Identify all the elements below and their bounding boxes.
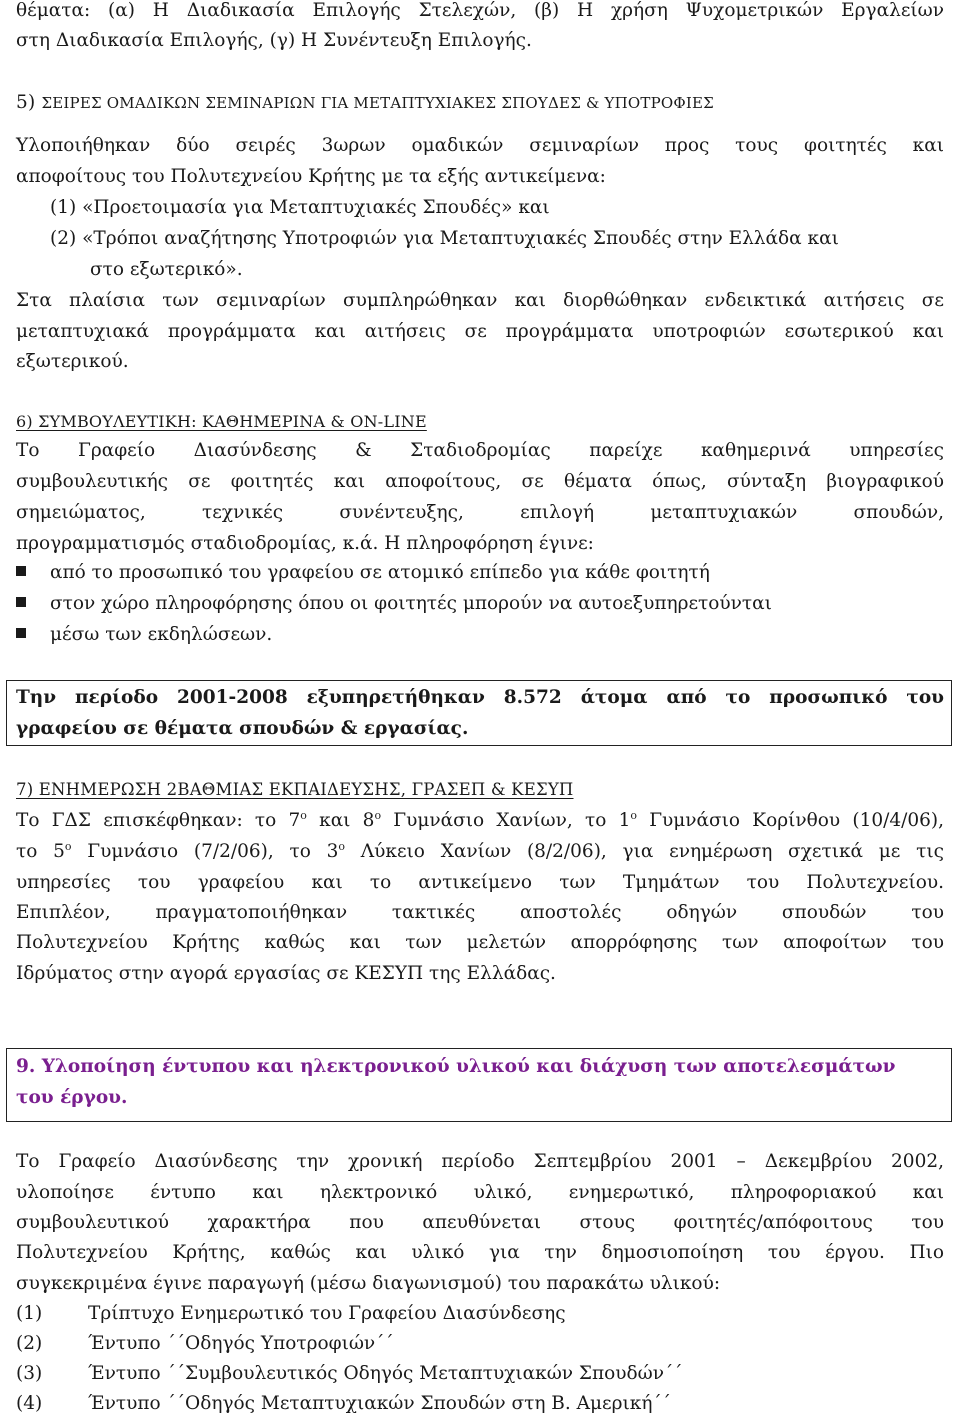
section-7-line-4: Επιπλέον, πραγματοποιήθηκαν τακτικές αποστολές οδηγών σπουδών του <box>16 902 944 923</box>
section-5-paragraph-1-line-2: αποφοίτους του Πολυτεχνείου Κρήτης με τα εξής αντικείμενα: <box>16 166 606 187</box>
s7-text: το 5 <box>16 841 65 862</box>
square-bullet-icon <box>16 628 26 638</box>
section-6-line-4: προγραμματισμός σταδιοδρομίας, κ.ά. Η πληροφόρηση έγινε: <box>16 533 594 554</box>
section-6-bullet-1: από το προσωπικό του γραφείου σε ατομικό επίπεδο για κάθε φοιτητή <box>50 562 710 583</box>
stats-box-line-2: γραφείου σε θέματα σπουδών & εργασίας. <box>16 718 469 739</box>
section-7-line-1 <box>16 806 944 836</box>
s7-text: Λύκειο Χανίων (8/2/06), για ενημέρωση σχετικά με τις <box>345 841 944 862</box>
section-9-line-3: συμβουλευτικού χαρακτήρα που απευθύνεται στους φοιτητές/απόφοιτους του <box>16 1212 944 1233</box>
superscript: ο <box>374 808 382 822</box>
section-9-heading-line-1: 9. Υλοποίηση έντυπου και ηλεκτρονικού υλικού και διάχυση των αποτελεσμάτων <box>16 1056 896 1077</box>
list-number: (1) <box>16 1303 43 1324</box>
section-9-line-2: υλοποίησε έντυπο και ηλεκτρονικό υλικό, ενημερωτικό, πληροφοριακού και <box>16 1182 944 1203</box>
square-bullet-icon <box>16 566 26 576</box>
section-6-line-1: Το Γραφείο Διασύνδεσης & Σταδιοδρομίας παρείχε καθημερινά υπηρεσίες <box>16 440 944 461</box>
section-7-heading: 7) ΕΝΗΜΕΡΩΣΗ 2ΒΑΘΜΙΑΣ ΕΚΠΑΙΔΕΥΣΗΣ, ΓΡΑΣΕΠ & ΚΕΣΥΠ <box>16 780 574 799</box>
section-5-heading-text: ΣΕΙΡΕΣ ΟΜΑΔΙΚΩΝ ΣΕΜΙΝΑΡΙΩΝ ΓΙΑ ΜΕΤΑΠΤΥΧΙΑΚΕΣ ΣΠΟΥΔΕΣ & ΥΠΟΤΡΟΦΙΕΣ <box>41 94 714 112</box>
section-7-line-2 <box>16 837 944 867</box>
superscript: ο <box>630 808 637 822</box>
section-5-paragraph-2-line-1: Στα πλαίσια των σεμιναρίων συμπληρώθηκαν και διορθώθηκαν ενδεικτικά αιτήσεις σε <box>16 290 944 311</box>
superscript: ο <box>300 808 307 822</box>
s7-text: Το ΓΔΣ επισκέφθηκαν: το 7 <box>16 810 301 831</box>
section-5-paragraph-2-line-3: εξωτερικού. <box>16 351 129 372</box>
square-bullet-icon <box>16 597 26 607</box>
section-5-paragraph-2-line-2: μεταπτυχιακά προγράμματα και αιτήσεις σε προγράμματα υποτροφιών εσωτερικού και <box>16 321 944 342</box>
section-9-list-item <box>16 1359 683 1389</box>
section-5-heading-prefix: 5) <box>16 92 42 113</box>
section-7-line-5: Πολυτεχνείου Κρήτης καθώς και των μελετών απορρόφησης των αποφοίτων του <box>16 932 944 953</box>
superscript: ο <box>64 839 72 853</box>
s7-text: Γυμνάσιο (7/2/06), το 3 <box>71 841 339 862</box>
superscript: ο <box>338 839 346 853</box>
section-6-heading: 6) ΣΥΜΒΟΥΛΕΥΤΙΚΗ: ΚΑΘΗΜΕΡΙΝΑ & ON-LINE <box>16 412 427 431</box>
section-7-line-3: υπηρεσίες του γραφείου και το αντικείμενο των Τμημάτων του Πολυτεχνείου. <box>16 872 944 893</box>
list-item-text: Τρίπτυχο Ενημερωτικό του Γραφείου Διασύνδεσης <box>88 1303 566 1324</box>
list-number: (3) <box>16 1363 43 1384</box>
section-9-line-4: Πολυτεχνείου Κρήτης, καθώς και υλικό για την δημοσιοποίηση του έργου. Πιο <box>16 1242 944 1263</box>
intro-line-2: στη Διαδικασία Επιλογής, (γ) Η Συνέντευξη Επιλογής. <box>16 30 532 51</box>
section-5-paragraph-1-line-1: Υλοποιήθηκαν δύο σειρές 3ωρων ομαδικών σεμιναρίων προς τους φοιτητές και <box>16 135 944 156</box>
list-item-text: Έντυπο ΄΄Συμβουλευτικός Οδηγός Μεταπτυχιακών Σπουδών΄΄ <box>88 1363 683 1384</box>
section-5-item-1: (1) «Προετοιμασία για Μεταπτυχιακές Σπουδές» και <box>50 197 550 218</box>
section-9-line-1: Το Γραφείο Διασύνδεσης την χρονική περίοδο Σεπτεμβρίου 2001 – Δεκεμβρίου 2002, <box>16 1151 944 1172</box>
section-9-heading-line-2: του έργου. <box>16 1087 128 1108</box>
list-item-text: Έντυπο ΄΄Οδηγός Υποτροφιών΄΄ <box>88 1333 394 1354</box>
list-item-text: Έντυπο ΄΄Οδηγός Μεταπτυχιακών Σπουδών στη Β. Αμερική΄΄ <box>88 1393 671 1414</box>
section-9-list-item <box>16 1329 394 1359</box>
section-9-list-item <box>16 1299 566 1329</box>
intro-line-1: θέματα: (α) Η Διαδικασία Επιλογής Στελεχών, (β) Η χρήση Ψυχομετρικών Εργαλείων <box>16 0 944 21</box>
stats-box-line-1: Την περίοδο 2001-2008 εξυπηρετήθηκαν 8.572 άτομα από το προσωπικό του <box>16 687 944 708</box>
section-6-line-3: σημειώματος, τεχνικές συνέντευξης, επιλογή μεταπτυχιακών σπουδών, <box>16 502 944 523</box>
list-number: (2) <box>16 1333 43 1354</box>
section-6-bullet-2: στον χώρο πληροφόρησης όπου οι φοιτητές μπορούν να αυτοεξυπηρετούνται <box>50 593 772 614</box>
section-5-item-2-cont: στο εξωτερικό». <box>90 259 243 280</box>
section-9-line-5: συγκεκριμένα έγινε παραγωγή (μέσω διαγωνισμού) του παρακάτω υλικού: <box>16 1273 721 1294</box>
section-6-bullet-3: μέσω των εκδηλώσεων. <box>50 624 273 645</box>
s7-text: και 8 <box>306 810 375 831</box>
s7-text: Γυμνάσιο Χανίων, το 1 <box>381 810 631 831</box>
section-5-item-2: (2) «Τρόποι αναζήτησης Υποτροφιών για Μεταπτυχιακές Σπουδές στην Ελλάδα και <box>50 228 839 249</box>
section-6-line-2: συμβουλευτικής σε φοιτητές και αποφοίτους, σε θέματα όπως, σύνταξη βιογραφικού <box>16 471 944 492</box>
s7-text: Γυμνάσιο Κορίνθου (10/4/06), <box>636 810 944 831</box>
section-9-list-item <box>16 1389 671 1419</box>
section-5-heading <box>16 88 714 118</box>
section-7-line-6: Ιδρύματος στην αγορά εργασίας σε ΚΕΣΥΠ της Ελλάδας. <box>16 963 556 984</box>
list-number: (4) <box>16 1393 43 1414</box>
